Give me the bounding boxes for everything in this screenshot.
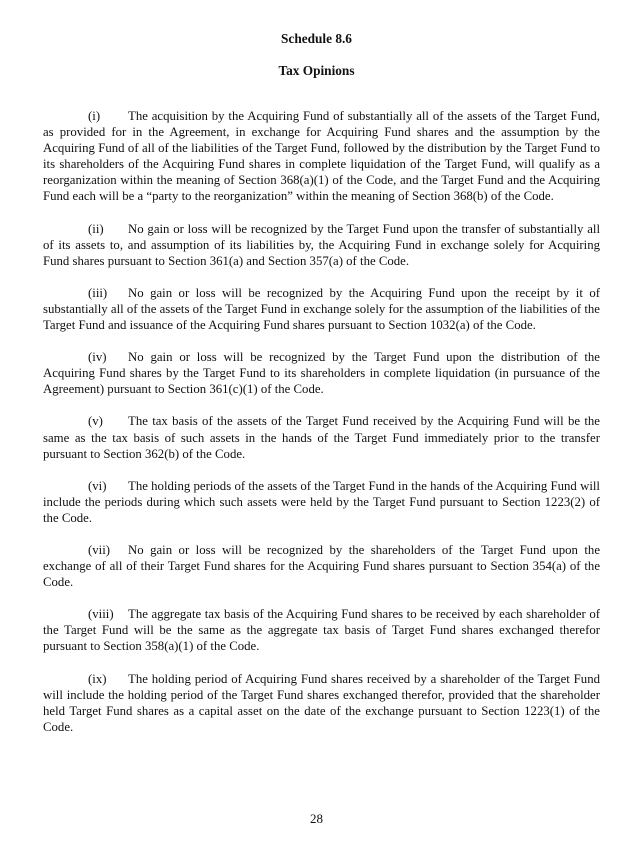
opinion-paragraph-iv [43, 349, 600, 397]
paragraph-text: The aggregate tax basis of the Acquiring Fund shares to be received by each shareholder of the Target Fund will be the same as the aggregate tax basis of Target Fund shares exchanged therefor pursuant to Section 358(a)(1) of the Code. [43, 607, 600, 654]
paragraph-number: (v) [88, 414, 103, 429]
opinion-paragraph-ix [43, 671, 600, 735]
page-title: Tax Opinions [278, 63, 355, 78]
paragraph-text: No gain or loss will be recognized by the shareholders of the Target Fund upon the exchange of all of their Target Fund shares for the Acquiring Fund shares pursuant to Section 354(a) of the Code. [43, 542, 600, 590]
schedule-heading: Schedule 8.6 [281, 31, 352, 46]
paragraph-text: No gain or loss will be recognized by the Target Fund upon the distribution of the Acquiring Fund shares by the Target Fund to its shareholders in complete liquidation (in pursuance of the Agreement) pursuant to Section 361(c)(1) of the Code. [43, 350, 600, 397]
paragraph-text: The holding period of Acquiring Fund shares received by a shareholder of the Target Fund will include the holding period of the Target Fund shares exchanged therefor, provided that the shareholder held Target Fund shares as a capital asset on the date of the exchange pursuant to Section 1223(1) of the Code. [43, 671, 600, 734]
opinions-list [43, 108, 600, 751]
paragraph-text: No gain or loss will be recognized by the Acquiring Fund upon the receipt by it of substantially all of the assets of the Target Fund in exchange solely for the assumption of the liabilities of the Target Fund and issuance of the Acquiring Fund shares pursuant to Section 1032(a) of the Code. [43, 285, 600, 333]
paragraph-text: No gain or loss will be recognized by the Target Fund upon the transfer of substantially all of its assets to, and assumption of its liabilities by, the Acquiring Fund in exchange solely for Acquiring Fund shares pursuant to Section 361(a) and Section 357(a) of the Code. [43, 221, 600, 268]
paragraph-text: The acquisition by the Acquiring Fund of substantially all of the assets of the Target Fund, as provided for in the Agreement, in exchange for Acquiring Fund shares and the assumption by the Acquiring Fund of all of the liabilities of the Target Fund, followed by the distribution by the Target Fund to its shareholders of the Acquiring Fund shares in complete liquidation of the Target Fund, will qualify as a reorganization within the meaning of Section 368(a)(1) of the Code, and the Target Fund and the Acquiring Fund each will be a “party to the reorganization” within the meaning of Section 368(b) of the Code. [43, 109, 600, 204]
opinion-paragraph-iii [43, 285, 600, 333]
paragraph-text: The tax basis of the assets of the Target Fund received by the Acquiring Fund will be the same as the tax basis of such assets in the hands of the Target Fund immediately prior to the transfer pursuant to Section 362(b) of the Code. [43, 414, 600, 461]
paragraph-text: The holding periods of the assets of the Target Fund in the hands of the Acquiring Fund will include the periods during which such assets were held by the Target Fund pursuant to Section 1223(2) of the Code. [43, 478, 600, 525]
opinion-paragraph-v [43, 413, 600, 461]
opinion-paragraph-vii [43, 542, 600, 590]
paragraph-number: (vi) [88, 478, 107, 493]
paragraph-number: (viii) [88, 607, 114, 622]
opinion-paragraph-viii [43, 606, 600, 654]
opinion-paragraph-i [43, 108, 600, 205]
opinion-paragraph-ii [43, 221, 600, 269]
opinion-paragraph-vi [43, 478, 600, 526]
paragraph-number: (iv) [88, 350, 107, 365]
paragraph-number: (ii) [88, 221, 104, 236]
paragraph-number: (i) [88, 109, 101, 123]
paragraph-number: (vii) [88, 542, 111, 557]
page-number: 28 [310, 811, 323, 826]
paragraph-number: (ix) [88, 671, 107, 686]
paragraph-number: (iii) [88, 285, 108, 300]
